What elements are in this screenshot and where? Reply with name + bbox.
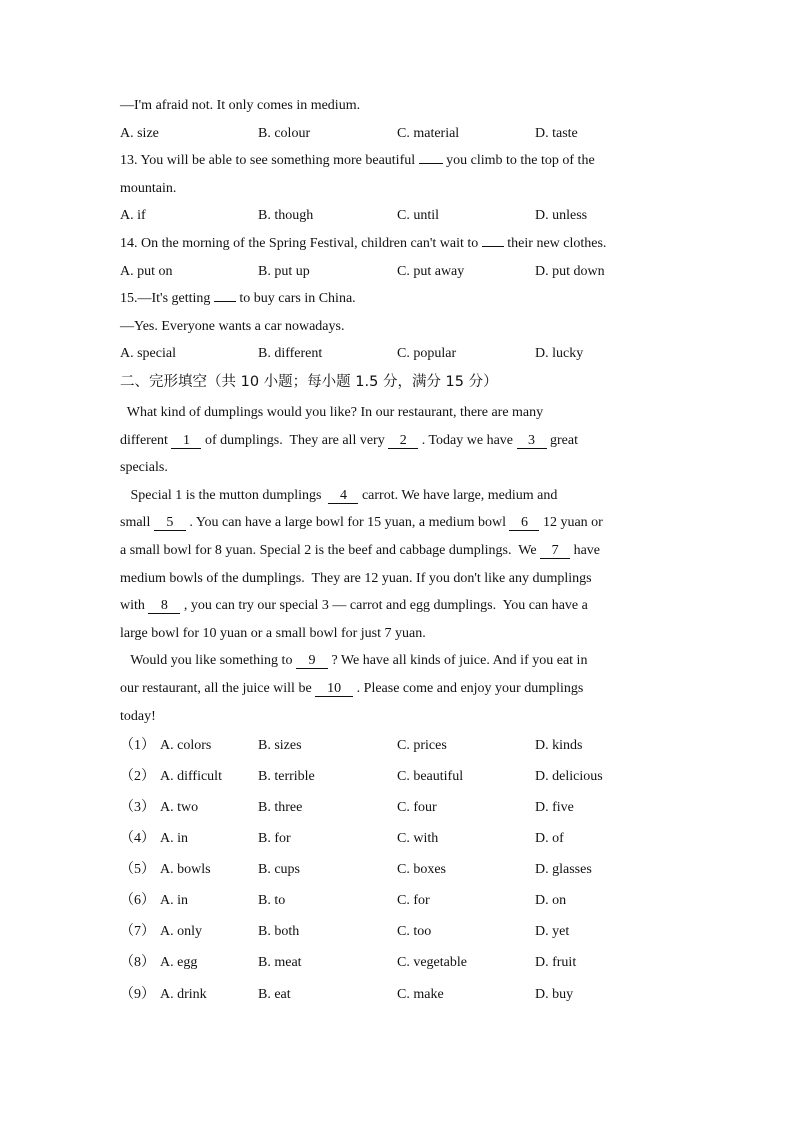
blank-6: 6 [509, 515, 539, 531]
choice-option-a: A. egg [160, 955, 198, 970]
q14-option-d: D. put down [535, 264, 605, 279]
choice-option-b: B. to [258, 893, 286, 908]
passage-line-12: today! [120, 709, 156, 724]
choice-number: （2） [120, 769, 155, 784]
blank-3: 3 [517, 433, 547, 449]
blank-2: 2 [388, 433, 418, 449]
choice-option-a: A. two [160, 800, 199, 815]
blank-4: 4 [328, 488, 358, 504]
blank-8: 8 [148, 598, 180, 614]
choice-option-c: C. four [397, 800, 437, 815]
choice-option-a: A. colors [160, 738, 212, 753]
choice-number: （1） [120, 738, 155, 753]
choice-number: （4） [120, 831, 155, 846]
q13-option-c: C. until [397, 208, 440, 223]
q15-option-d: D. lucky [535, 346, 584, 361]
choice-option-a: A. in [160, 831, 188, 846]
passage-line-6: a small bowl for 8 yuan. Special 2 is the beef and cabbage dumplings. We 7 have [120, 543, 600, 558]
q14-stem: 14. On the morning of the Spring Festival, children can't wait to their new clothes. [120, 236, 607, 251]
q13-stem-cont: mountain. [120, 181, 177, 196]
choice-option-a: A. difficult [160, 769, 222, 784]
choice-option-b: B. for [258, 831, 291, 846]
choice-option-a: A. bowls [160, 862, 211, 877]
choice-number: （9） [120, 987, 155, 1002]
passage-line-1: What kind of dumplings would you like? In our restaurant, there are many [120, 405, 544, 420]
q15-option-b: B. different [258, 346, 323, 361]
q15-option-a: A. special [120, 346, 176, 361]
passage-line-5: small 5 . You can have a large bowl for 15 yuan, a medium bowl 6 12 yuan or [120, 515, 603, 530]
q15-option-c: C. popular [397, 346, 457, 361]
choice-option-d: D. kinds [535, 738, 583, 753]
q13-option-b: B. though [258, 208, 314, 223]
choice-option-b: B. meat [258, 955, 302, 970]
section-heading: 二、完形填空（共 10 小题；每小题 1.5 分，满分 15 分） [120, 374, 498, 390]
q14-option-a: A. put on [120, 264, 173, 279]
choice-option-b: B. both [258, 924, 300, 939]
choice-option-c: C. boxes [397, 862, 446, 877]
choice-option-a: A. only [160, 924, 202, 939]
q14-option-b: B. put up [258, 264, 310, 279]
choice-option-c: C. with [397, 831, 439, 846]
choice-option-c: C. prices [397, 738, 447, 753]
q14-blank [482, 246, 504, 247]
passage-line-9: large bowl for 10 yuan or a small bowl for just 7 yuan. [120, 626, 426, 641]
passage-line-11: our restaurant, all the juice will be 10 . Please come and enjoy your dumplings [120, 681, 584, 696]
blank-5: 5 [154, 515, 186, 531]
choice-option-c: C. too [397, 924, 432, 939]
choice-option-c: C. for [397, 893, 430, 908]
q13-option-d: D. unless [535, 208, 588, 223]
q13-option-a: A. if [120, 208, 146, 223]
blank-1: 1 [171, 433, 201, 449]
blank-9: 9 [296, 653, 328, 669]
choice-option-d: D. on [535, 893, 567, 908]
q12-option-b: B. colour [258, 126, 311, 141]
blank-7: 7 [540, 543, 570, 559]
choice-number: （3） [120, 800, 155, 815]
passage-line-7: medium bowls of the dumplings. They are 12 yuan. If you don't like any dumplings [120, 571, 592, 586]
q15-stem: 15.—It's getting to buy cars in China. [120, 291, 356, 306]
passage-line-10: Would you like something to 9 ? We have all kinds of juice. And if you eat in [120, 653, 588, 668]
passage-line-8: with 8 , you can try our special 3 — carrot and egg dumplings. You can have a [120, 598, 588, 613]
q12-answer-line: —I'm afraid not. It only comes in medium. [120, 98, 361, 113]
q12-option-c: C. material [397, 126, 460, 141]
choice-option-c: C. beautiful [397, 769, 464, 784]
choice-option-d: D. yet [535, 924, 570, 939]
q12-option-a: A. size [120, 126, 159, 141]
choice-number: （8） [120, 955, 155, 970]
choice-option-c: C. vegetable [397, 955, 467, 970]
choice-option-d: D. buy [535, 987, 574, 1002]
choice-option-b: B. cups [258, 862, 300, 877]
choice-option-a: A. drink [160, 987, 207, 1002]
choice-option-d: D. glasses [535, 862, 592, 877]
choice-option-c: C. make [397, 987, 444, 1002]
choice-option-b: B. eat [258, 987, 291, 1002]
choice-option-d: D. delicious [535, 769, 603, 784]
choice-option-a: A. in [160, 893, 188, 908]
passage-line-4: Special 1 is the mutton dumplings 4 carrot. We have large, medium and [120, 488, 558, 503]
q12-option-d: D. taste [535, 126, 578, 141]
choice-option-b: B. terrible [258, 769, 315, 784]
choice-number: （7） [120, 924, 155, 939]
choice-option-d: D. fruit [535, 955, 577, 970]
q13-blank [419, 163, 443, 164]
blank-10: 10 [315, 681, 353, 697]
choice-option-b: B. three [258, 800, 303, 815]
choice-option-d: D. of [535, 831, 564, 846]
passage-line-3: specials. [120, 460, 168, 475]
q14-option-c: C. put away [397, 264, 465, 279]
passage-line-2: different 1 of dumplings. They are all very 2 . Today we have 3 great [120, 433, 578, 448]
choice-option-b: B. sizes [258, 738, 302, 753]
q15-blank [214, 301, 236, 302]
choice-number: （5） [120, 862, 155, 877]
q13-stem: 13. You will be able to see something more beautiful you climb to the top of the [120, 153, 595, 168]
choice-number: （6） [120, 893, 155, 908]
q15-answer-line: —Yes. Everyone wants a car nowadays. [120, 319, 345, 334]
choice-option-d: D. five [535, 800, 574, 815]
